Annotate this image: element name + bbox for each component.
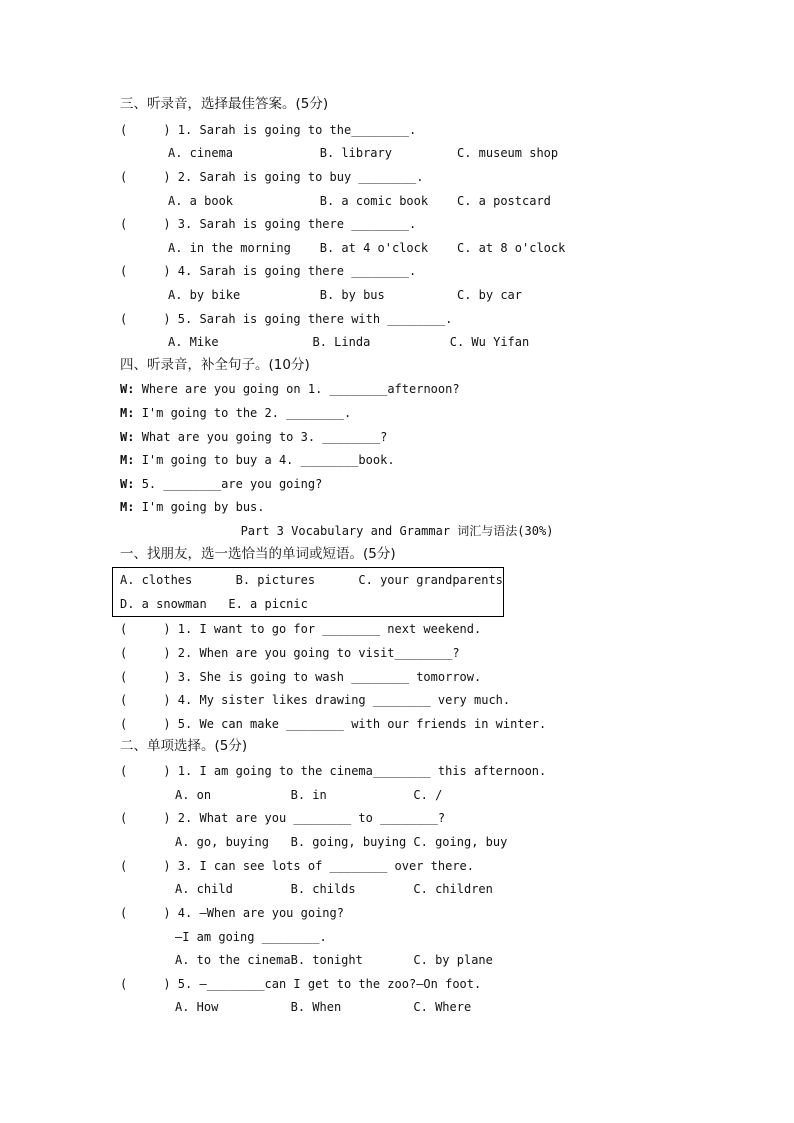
speaker-label: W: [120,430,142,444]
section-heading: 二、单项选择。(5分) [120,738,248,754]
options-line: A. How B. When C. Where [175,1000,472,1014]
dialogue-line [120,499,265,515]
dialogue-line [120,429,387,445]
options-line: A. on B. in C. / [175,788,443,802]
word-bank-line: A. clothes B. pictures C. your grandparents [120,573,503,587]
part-title: Part 3 Vocabulary and Grammar 词汇与语法(30%) [240,524,554,538]
options-line: A. Mike B. Linda C. Wu Yifan [168,335,530,349]
options-line: A. in the morning B. at 4 o'clock C. at 8 o'clock [168,241,566,255]
dialogue-text: 5. ________are you going? [141,477,323,491]
options-line: A. cinema B. library C. museum shop [168,146,559,160]
question-line: ( ) 3. I can see lots of ________ over there. [120,859,475,873]
question-line: ( ) 2. Sarah is going to buy ________. [120,170,424,184]
speaker-label: W: [120,382,142,396]
speaker-label: M: [120,500,142,514]
dialogue-line [120,381,460,397]
options-line: A. to the cinemaB. tonight C. by plane [175,953,493,967]
question-line: ( ) 4. My sister likes drawing ________ very much. [120,693,511,707]
options-line: A. child B. childs C. children [175,882,493,896]
question-line: ( ) 3. Sarah is going there ________. [120,217,417,231]
dialogue-text: I'm going to the 2. ________. [141,406,352,420]
dialogue-line [120,452,395,468]
question-line: ( ) 5. We can make ________ with our friends in winter. [120,717,547,731]
answer-line: —I am going ________. [175,930,327,944]
options-line: A. go, buying B. going, buying C. going, buy [175,835,508,849]
options-line: A. by bike B. by bus C. by car [168,288,523,302]
speaker-label: M: [120,453,142,467]
section-heading: 四、听录音，补全句子。(10分) [120,357,310,373]
dialogue-line [120,405,351,421]
section-heading: 三、听录音，选择最佳答案。(5分) [120,96,329,112]
word-bank-line: D. a snowman E. a picnic [120,597,308,611]
options-line: A. a book B. a comic book C. a postcard [168,194,551,208]
dialogue-text: I'm going to buy a 4. ________book. [141,453,395,467]
dialogue-text: I'm going by bus. [141,500,265,514]
dialogue-line [120,476,322,492]
question-line: ( ) 3. She is going to wash ________ tomorrow. [120,670,482,684]
question-line: ( ) 1. Sarah is going to the________. [120,123,417,137]
speaker-label: W: [120,477,142,491]
question-line: ( ) 4. Sarah is going there ________. [120,264,417,278]
question-line: ( ) 2. What are you ________ to ________? [120,811,446,825]
question-line: ( ) 5. Sarah is going there with ________. [120,312,453,326]
question-line: ( ) 5. —________can I get to the zoo?—On foot. [120,977,482,991]
section-heading: 一、找朋友，选一选恰当的单词或短语。(5分) [120,546,396,562]
question-line: ( ) 2. When are you going to visit________? [120,646,460,660]
speaker-label: M: [120,406,142,420]
dialogue-text: What are you going to 3. ________? [141,430,388,444]
question-line: ( ) 1. I want to go for ________ next weekend. [120,622,482,636]
question-line: ( ) 1. I am going to the cinema________ this afternoon. [120,764,547,778]
dialogue-text: Where are you going on 1. ________afternoon? [141,382,460,396]
question-line: ( ) 4. —When are you going? [120,906,344,920]
